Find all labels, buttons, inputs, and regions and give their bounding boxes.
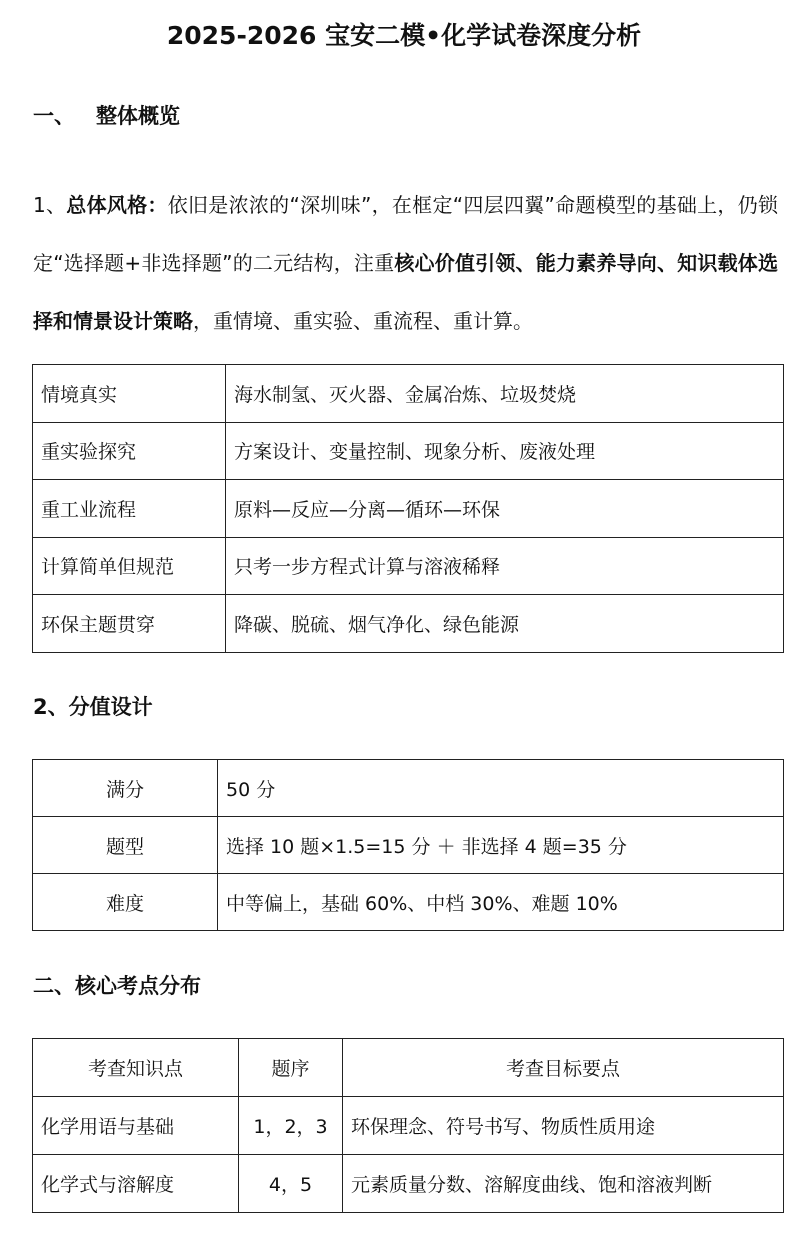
overview-text-1: 依旧是浓浓的“深圳味”，在框定“四层四翼”命题模型的基础上，仍锁定“选择题+非选择题”的二元结构，注重	[33, 193, 779, 275]
table-row	[33, 365, 784, 423]
topic-cell: 化学用语与基础	[33, 1097, 239, 1155]
page-title: 2025-2026 宝安二模•化学试卷深度分析	[166, 21, 642, 50]
table-header-row	[33, 1039, 784, 1097]
feature-value: 方案设计、变量控制、现象分析、废液处理	[226, 422, 784, 480]
feature-value: 原料—反应—分离—循环—环保	[226, 480, 784, 538]
overview-paragraph	[33, 176, 778, 350]
table-row	[33, 817, 784, 874]
score-key: 题型	[33, 817, 218, 874]
topic-cell: 化学式与溶解度	[33, 1155, 239, 1213]
feature-key: 重实验探究	[33, 422, 226, 480]
section-number: 一、	[33, 104, 75, 128]
table-row	[33, 422, 784, 480]
score-value: 50 分	[218, 760, 784, 817]
feature-value: 海水制氢、灭火器、金属冶炼、垃圾焚烧	[226, 365, 784, 423]
column-header-order: 题序	[239, 1039, 343, 1097]
section-heading-distribution: 二、核心考点分布	[33, 974, 201, 998]
score-key: 难度	[33, 874, 218, 931]
overview-text-2: ，重情境、重实验、重流程、重计算。	[193, 309, 533, 333]
feature-value: 降碳、脱硫、烟气净化、绿色能源	[226, 595, 784, 653]
table-row	[33, 1155, 784, 1213]
table-row	[33, 760, 784, 817]
feature-key: 计算简单但规范	[33, 537, 226, 595]
goal-cell: 环保理念、符号书写、物质性质用途	[343, 1097, 784, 1155]
score-heading: 2、分值设计	[33, 695, 153, 719]
order-cell: 4，5	[239, 1155, 343, 1213]
feature-key: 环保主题贯穿	[33, 595, 226, 653]
score-table	[32, 759, 784, 931]
column-header-goal: 考查目标要点	[343, 1039, 784, 1097]
feature-value: 只考一步方程式计算与溶液稀释	[226, 537, 784, 595]
feature-key: 重工业流程	[33, 480, 226, 538]
table-row	[33, 480, 784, 538]
score-value: 选择 10 题×1.5=15 分 ＋ 非选择 4 题=35 分	[218, 817, 784, 874]
score-key: 满分	[33, 760, 218, 817]
section-heading-overview	[33, 101, 180, 131]
column-header-topic: 考查知识点	[33, 1039, 239, 1097]
overview-bold-focus: 核心价值引领、能力素养导向、知识载体选择和情景设计策略	[33, 251, 778, 333]
distribution-table	[32, 1038, 784, 1213]
table-row	[33, 537, 784, 595]
overview-style-label: 总体风格：	[66, 193, 168, 217]
goal-cell: 元素质量分数、溶解度曲线、饱和溶液判断	[343, 1155, 784, 1213]
overview-prefix: 1、	[33, 193, 67, 217]
order-cell: 1，2，3	[239, 1097, 343, 1155]
table-row	[33, 1097, 784, 1155]
table-row	[33, 874, 784, 931]
feature-key: 情境真实	[33, 365, 226, 423]
score-value: 中等偏上，基础 60%、中档 30%、难题 10%	[218, 874, 784, 931]
section-label: 整体概览	[96, 104, 180, 128]
table-row	[33, 595, 784, 653]
features-table	[32, 364, 784, 653]
